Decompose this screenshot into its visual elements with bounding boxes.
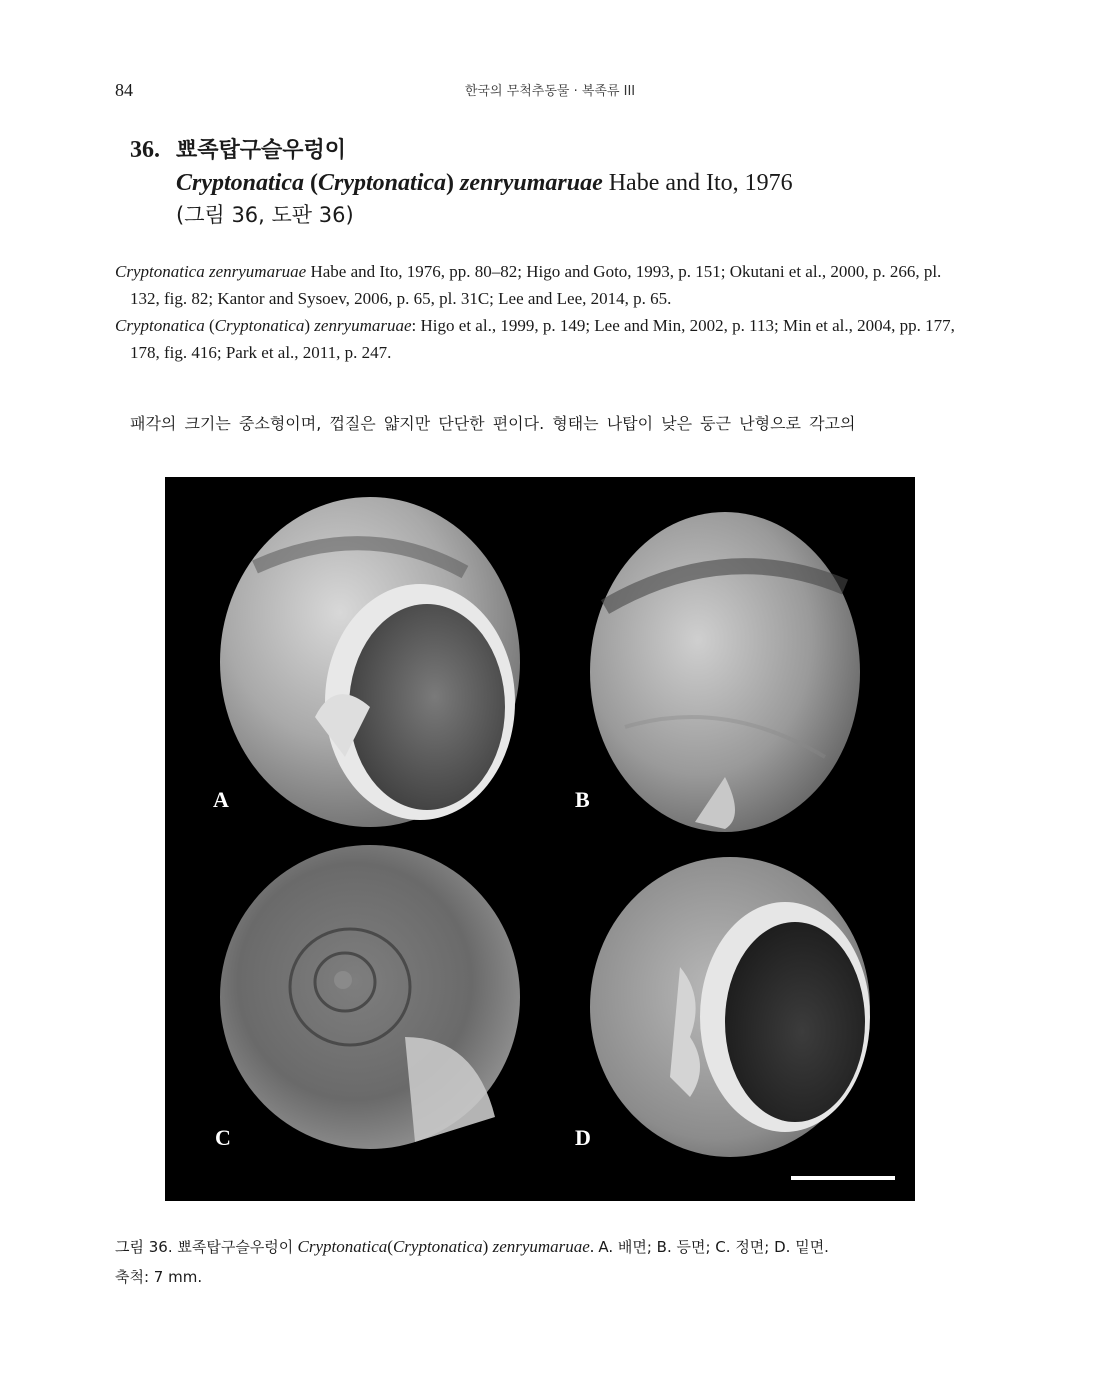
synonymy-subgenus-open: ( [208, 316, 215, 335]
synonymy-genus: Cryptonatica [115, 316, 205, 335]
synonymy-list [115, 258, 975, 366]
species-scientific-name [130, 167, 990, 199]
caption-subgenus: Cryptonatica [392, 1237, 483, 1256]
caption-genus: Cryptonatica [297, 1237, 388, 1256]
species-subgenus-close: ) [446, 170, 455, 196]
panel-label-b: B [575, 787, 590, 812]
panel-label-d: D [575, 1125, 591, 1150]
page-number: 84 [115, 80, 133, 100]
species-figure-ref: (그림 36, 도판 36) [176, 203, 354, 227]
caption-subgenus-open: ( [387, 1237, 393, 1256]
shell-panel-c [220, 845, 520, 1149]
species-genus: Cryptonatica [176, 170, 305, 196]
species-epithet: zenryumaruae [460, 170, 603, 196]
running-header: 한국의 무척추동물 · 복족류 III [464, 84, 636, 99]
shell-panel-a [220, 497, 520, 827]
caption-views: A. 배면; B. 등면; C. 정면; D. 밑면. [598, 1238, 829, 1256]
synonymy-entry [115, 258, 975, 312]
caption-epithet: zenryumaruae [492, 1237, 590, 1256]
species-subgenus: Cryptonatica [318, 170, 447, 196]
panel-label-c: C [215, 1125, 231, 1150]
species-title-line [130, 134, 990, 167]
shell-panel-d [590, 857, 870, 1157]
caption-scale: 축척: 7 mm. [115, 1268, 203, 1286]
caption-prefix: 그림 36. 뾰족탑구슬우렁이 [115, 1238, 294, 1256]
description-paragraph: 패각의 크기는 중소형이며, 껍질은 얇지만 단단한 편이다. 형태는 나탑이 낮은 둥근 난형으로 각고의 [130, 414, 856, 433]
shell-photo-plate [165, 477, 915, 1201]
synonymy-epithet: zenryumaruae [314, 316, 412, 335]
shell-figure [165, 477, 915, 1201]
panel-label-a: A [213, 787, 229, 812]
synonymy-refs: Higo et al., 1999, p. 149; Lee and Min, 2002, p. 113; Min et al., 2004, pp. 177, 178, fig. 416; Park et al., 2011, p. 247. [130, 316, 955, 362]
species-heading [130, 134, 990, 231]
synonymy-colon: : [411, 316, 417, 335]
synonymy-entry [115, 312, 975, 366]
caption-period: . [589, 1237, 595, 1256]
species-number: 36. [130, 137, 160, 163]
shell-panel-b [590, 512, 860, 832]
caption-subgenus-close: ) [482, 1237, 489, 1256]
synonymy-refs: Habe and Ito, 1976, pp. 80–82; Higo and Goto, 1993, p. 151; Okutani et al., 2000, p. 266, pl. 132, fig. 82; Kantor and Sysoev, 2006, p. 65, pl. 31C; Lee and Lee, 2014, p. 65. [130, 262, 942, 308]
figure-caption [115, 1232, 975, 1292]
synonymy-subgenus-close: ) [304, 316, 311, 335]
synonymy-subgenus: Cryptonatica [214, 316, 305, 335]
scale-bar [791, 1176, 895, 1180]
synonymy-name: Cryptonatica zenryumaruae [115, 262, 307, 281]
species-korean-name: 뾰족탑구슬우렁이 [176, 138, 347, 163]
species-authority: Habe and Ito, 1976 [608, 170, 793, 196]
species-subgenus-open: ( [310, 170, 319, 196]
